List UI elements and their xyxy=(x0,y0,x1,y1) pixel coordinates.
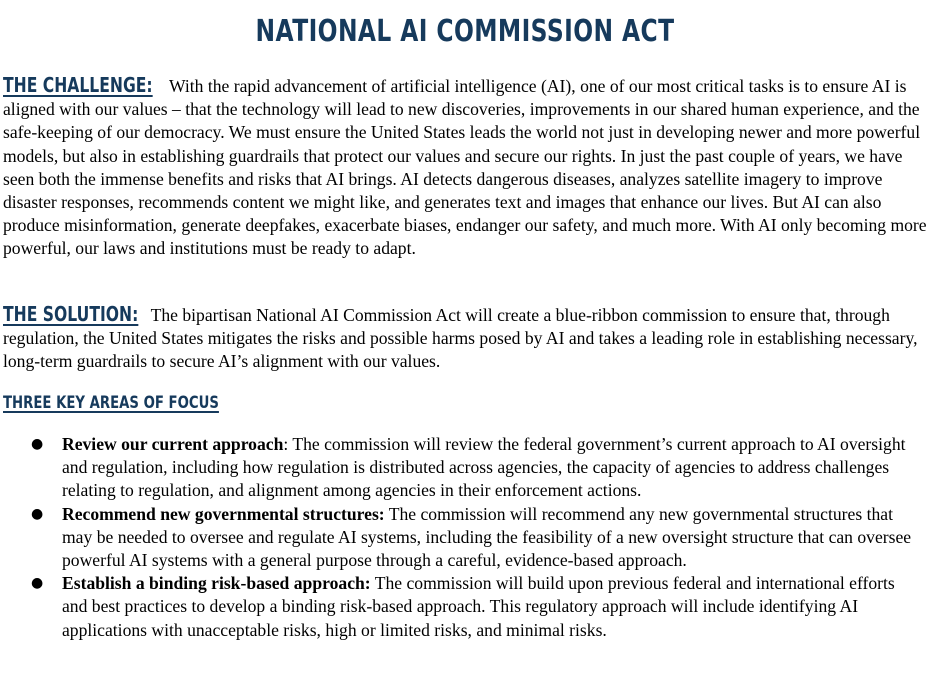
list-item xyxy=(0,572,930,642)
item-title: Establish a binding risk-based approach: xyxy=(62,573,371,594)
focus-areas-heading: THREE KEY AREAS OF FOCUS xyxy=(3,393,219,413)
list-item xyxy=(0,503,930,573)
challenge-paragraph xyxy=(3,74,927,261)
item-text: The commission will build upon previous federal and international efforts and best practices to develop a binding risk-based approach. This regulatory approach will include identifying AI applications with unacceptable risks, high or limited risks, and minimal risks. xyxy=(62,573,895,640)
solution-paragraph xyxy=(3,303,927,374)
list-item xyxy=(0,433,930,503)
challenge-text: With the rapid advancement of artificial intelligence (AI), one of our most critical tasks is to ensure AI is aligned with our values – that the technology will lead to new discoveries, improvements in our shared human experience, and the safe-keeping of our democracy. We must ensure the United States leads the world not just in developing newer and more powerful models, but also in establishing guardrails that protect our values and secure our rights. In just the past couple of years, we have seen both the immense benefits and risks that AI brings. AI detects dangerous diseases, analyzes satellite imagery to improve disaster responses, recommends content we might like, and generates text and images that enhance our lives. But AI can also produce misinformation, generate deepfakes, exacerbate biases, endanger our safety, and much more. With AI only becoming more powerful, our laws and institutions must be ready to adapt. xyxy=(3,76,927,259)
bullet-icon: ● xyxy=(31,575,44,592)
bullet-icon: ● xyxy=(31,505,44,522)
focus-areas-list xyxy=(0,433,930,642)
solution-text: The bipartisan National AI Commission Act will create a blue-ribbon commission to ensure that, through regulation, the United States mitigates the risks and possible harms posed by AI and takes a leading role in establishing necessary, long-term guardrails to secure AI’s alignment with our values. xyxy=(3,305,918,372)
item-title: Recommend new governmental structures: xyxy=(62,503,385,524)
challenge-heading: THE CHALLENGE: xyxy=(3,73,153,97)
item-text: The commission will review the federal government’s current approach to AI oversight and regulation, including how regulation is distributed across agencies, the capacity of agencies to address challenges relating to regulation, and alignment among agencies in their enforcement actions. xyxy=(62,434,906,501)
solution-heading: THE SOLUTION: xyxy=(3,302,139,326)
item-separator: : xyxy=(283,434,289,454)
bullet-icon: ● xyxy=(31,436,44,452)
item-text: The commission will recommend any new governmental structures that may be needed to oversee and regulate AI systems, including the feasibility of a new oversight structure that can oversee powerful AI systems with a general purpose through a careful, evidence-based approach. xyxy=(62,503,912,571)
item-title: Review our current approach xyxy=(62,434,284,454)
document-title: NATIONAL AI COMMISSION ACT xyxy=(255,14,675,49)
